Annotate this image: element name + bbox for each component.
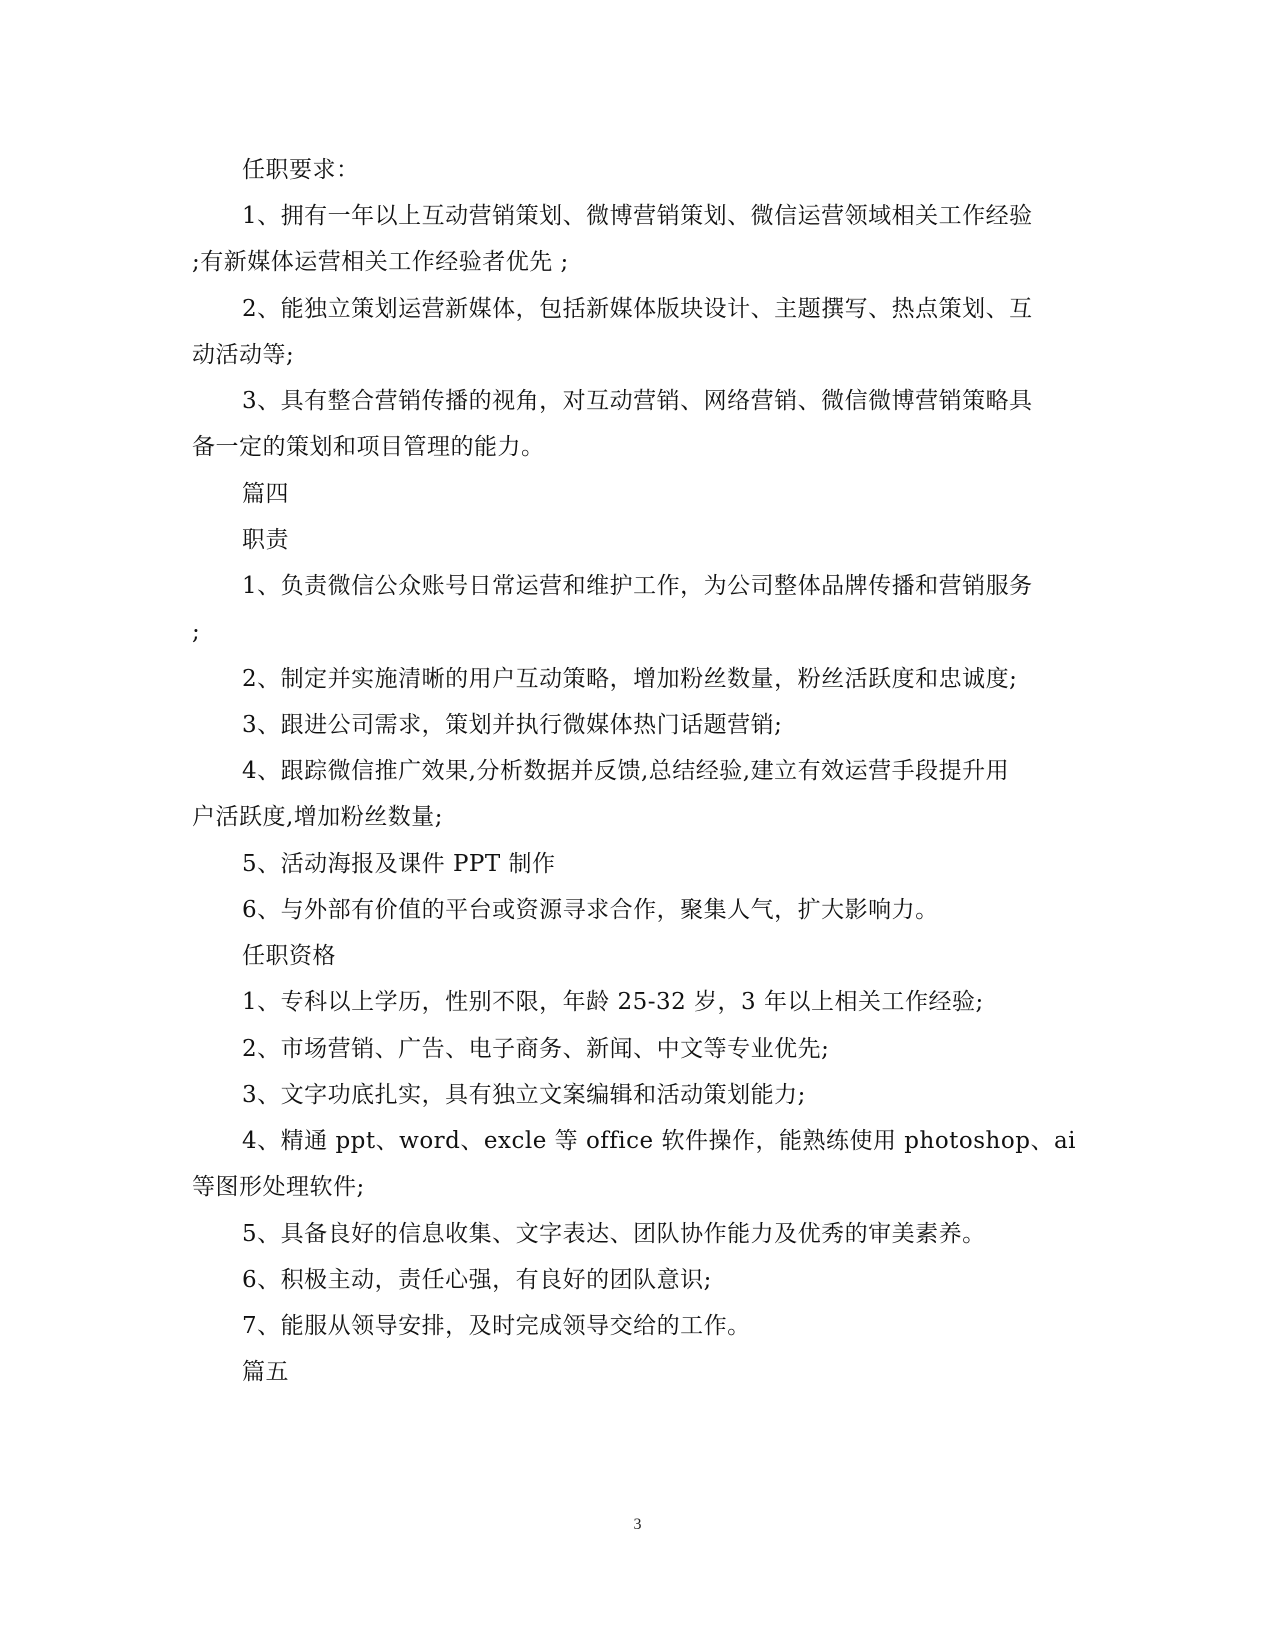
paragraph-line: 3、具有整合营销传播的视角，对互动营销、网络营销、微信微博营销策略具 (242, 388, 1033, 414)
page-number: 3 (633, 1516, 642, 1533)
paragraph-line: 1、拥有一年以上互动营销策划、微博营销策划、微信运营领域相关工作经验 (242, 203, 1033, 229)
paragraph-line: 7、能服从领导安排，及时完成领导交给的工作。 (242, 1313, 751, 1339)
paragraph-line: 2、制定并实施清晰的用户互动策略，增加粉丝数量，粉丝活跃度和忠诚度; (242, 666, 1018, 692)
paragraph-line: 6、与外部有价值的平台或资源寻求合作，聚集人气，扩大影响力。 (242, 897, 939, 923)
paragraph-line: 等图形处理软件; (192, 1174, 365, 1200)
paragraph-line: 3、文字功底扎实，具有独立文案编辑和活动策划能力; (242, 1082, 806, 1108)
section-heading-duties: 职责 (242, 527, 289, 553)
paragraph-line: 1、负责微信公众账号日常运营和维护工作，为公司整体品牌传播和营销服务 (242, 573, 1033, 599)
paragraph-line: 2、市场营销、广告、电子商务、新闻、中文等专业优先; (242, 1036, 830, 1062)
paragraph-line: 2、能独立策划运营新媒体，包括新媒体版块设计、主题撰写、热点策划、互 (242, 296, 1033, 322)
paragraph-line: 4、精通 ppt、word、excle 等 office 软件操作，能熟练使用 photoshop、ai (242, 1128, 1077, 1154)
paragraph-line: 户活跃度,增加粉丝数量; (192, 804, 444, 830)
section-heading-qualifications: 任职资格 (242, 943, 336, 969)
paragraph-line: 1、专科以上学历，性别不限，年龄 25-32 岁，3 年以上相关工作经验; (242, 989, 984, 1015)
paragraph-line: 备一定的策划和项目管理的能力。 (192, 434, 545, 460)
section-heading-part-four: 篇四 (242, 481, 289, 507)
section-heading-requirements: 任职要求： (242, 157, 360, 183)
paragraph-line: 6、积极主动，责任心强，有良好的团队意识; (242, 1267, 712, 1293)
paragraph-line: 3、跟进公司需求，策划并执行微媒体热门话题营销; (242, 712, 783, 738)
paragraph-line: 5、活动海报及课件 PPT 制作 (242, 851, 556, 877)
paragraph-line: ; (192, 619, 201, 645)
paragraph-line: ;有新媒体运营相关工作经验者优先 ; (192, 249, 569, 275)
section-heading-part-five: 篇五 (242, 1359, 289, 1385)
paragraph-line: 5、具备良好的信息收集、文字表达、团队协作能力及优秀的审美素养。 (242, 1221, 986, 1247)
paragraph-line: 4、跟踪微信推广效果,分析数据并反馈,总结经验,建立有效运营手段提升用 (242, 758, 1010, 784)
paragraph-line: 动活动等; (192, 342, 295, 368)
